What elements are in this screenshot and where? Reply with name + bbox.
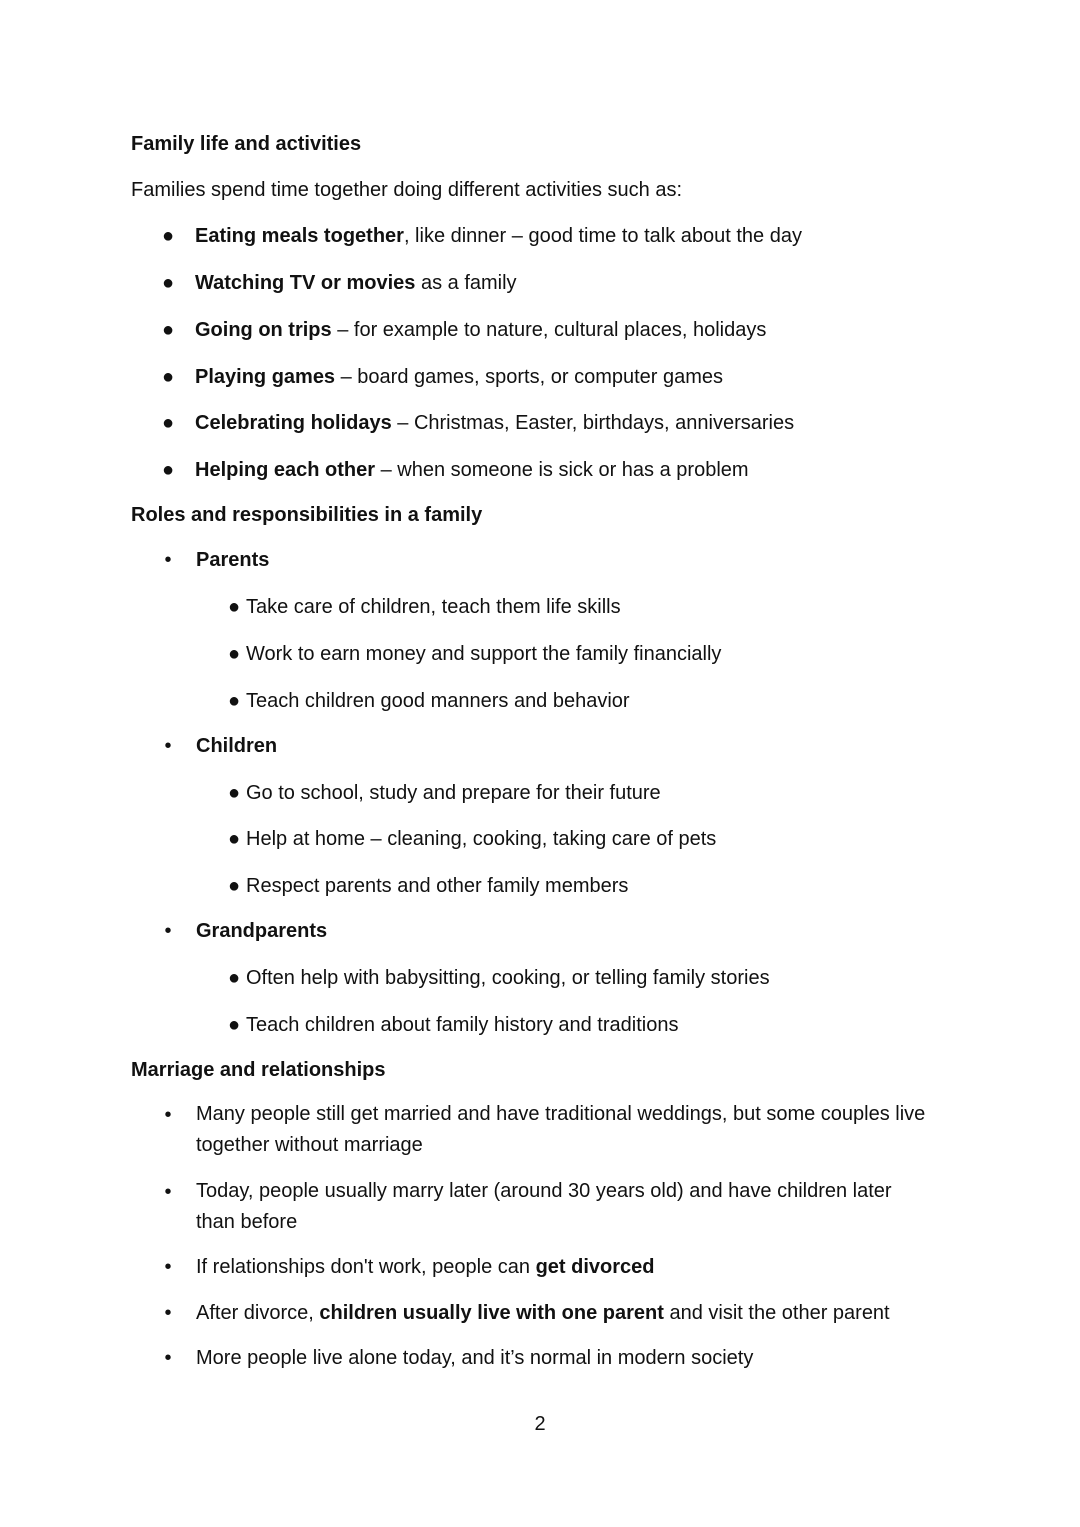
role-title: Grandparents bbox=[196, 920, 328, 942]
section-heading-roles: Roles and responsibilities in a family bbox=[131, 504, 483, 526]
bullet-icon: ● bbox=[161, 459, 175, 481]
role-title: Parents bbox=[196, 549, 270, 571]
bullet-icon: • bbox=[164, 1256, 172, 1278]
bullet-icon: ● bbox=[227, 643, 241, 665]
role-item: Go to school, study and prepare for their future bbox=[246, 782, 661, 804]
page-number: 2 bbox=[534, 1413, 546, 1435]
bullet-icon: ● bbox=[161, 225, 175, 247]
item-bold: Going on trips bbox=[195, 319, 332, 341]
item-bold: Watching TV or movies bbox=[195, 272, 416, 294]
bullet-icon: ● bbox=[161, 319, 175, 341]
bullet-icon: ● bbox=[227, 828, 241, 850]
bullet-icon: ● bbox=[227, 875, 241, 897]
role-item: Often help with babysitting, cooking, or telling family stories bbox=[246, 967, 770, 989]
section-heading-family-life: Family life and activities bbox=[131, 133, 362, 155]
role-item: Teach children about family history and traditions bbox=[246, 1014, 679, 1036]
bullet-icon: ● bbox=[161, 412, 175, 434]
item-text: – board games, sports, or computer games bbox=[335, 366, 724, 388]
bullet-icon: ● bbox=[227, 967, 241, 989]
item-text: – Christmas, Easter, birthdays, anniversaries bbox=[391, 412, 795, 434]
role-item: Take care of children, teach them life skills bbox=[246, 596, 621, 618]
item-text: – for example to nature, cultural places, holidays bbox=[331, 319, 767, 341]
role-item: Help at home – cleaning, cooking, taking care of pets bbox=[246, 828, 717, 850]
role-title: Children bbox=[196, 735, 278, 757]
bullet-icon: ● bbox=[227, 782, 241, 804]
bullet-icon: ● bbox=[161, 272, 175, 294]
item-bold: children usually live with one parent bbox=[319, 1302, 664, 1324]
item-text: as a family bbox=[415, 272, 517, 294]
bullet-icon: ● bbox=[161, 366, 175, 388]
item-bold: Eating meals together bbox=[195, 225, 404, 247]
bullet-icon: • bbox=[164, 1302, 172, 1324]
item-bold: Celebrating holidays bbox=[195, 412, 392, 434]
item-text: Today, people usually marry later (around 30 years old) and have children later than before bbox=[196, 1180, 892, 1233]
item-bold: Playing games bbox=[195, 366, 336, 388]
bullet-icon: ● bbox=[227, 690, 241, 712]
item-bold: get divorced bbox=[535, 1256, 655, 1278]
bullet-icon: • bbox=[164, 1181, 172, 1203]
bullet-icon: ● bbox=[227, 1014, 241, 1036]
role-item: Teach children good manners and behavior bbox=[246, 690, 630, 712]
item-bold: Helping each other bbox=[195, 459, 376, 481]
role-item: Respect parents and other family members bbox=[246, 875, 629, 897]
item-text: – when someone is sick or has a problem bbox=[375, 459, 749, 481]
bullet-icon: • bbox=[164, 1347, 172, 1369]
bullet-icon: • bbox=[164, 549, 172, 571]
bullet-icon: • bbox=[164, 1104, 172, 1126]
section-heading-marriage: Marriage and relationships bbox=[131, 1059, 386, 1081]
item-text: After divorce, bbox=[196, 1302, 320, 1324]
bullet-icon: • bbox=[164, 920, 172, 942]
item-text: , like dinner – good time to talk about the day bbox=[403, 225, 802, 247]
bullet-icon: • bbox=[164, 735, 172, 757]
item-text: Many people still get married and have traditional weddings, but some couples live together without marriage bbox=[196, 1103, 926, 1156]
section-intro: Families spend time together doing different activities such as: bbox=[131, 179, 683, 201]
bullet-icon: ● bbox=[227, 596, 241, 618]
role-item: Work to earn money and support the family financially bbox=[246, 643, 722, 665]
item-text: If relationships don't work, people can bbox=[196, 1256, 536, 1278]
item-text: More people live alone today, and it’s normal in modern society bbox=[196, 1347, 754, 1369]
item-text: and visit the other parent bbox=[663, 1302, 890, 1324]
